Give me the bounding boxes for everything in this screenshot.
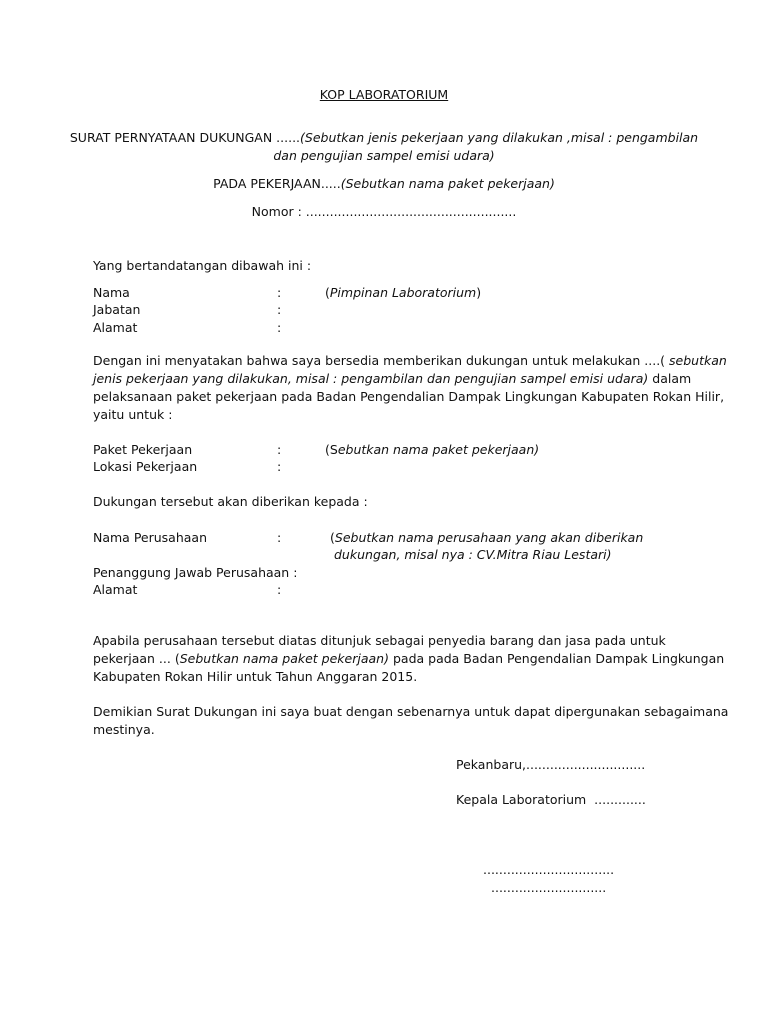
statement-line-4: yaitu untuk : [93, 407, 173, 422]
project-heading [0, 175, 768, 193]
support-intro: Dukungan tersebut akan diberikan kepada : [93, 494, 368, 509]
letterhead: KOP LABORATORIUM [319, 87, 449, 102]
field-label-jabatan: Jabatan [93, 302, 141, 317]
title-hint: (Sebutkan jenis pekerjaan yang dilakukan ,misal : pengambilan [300, 130, 699, 145]
field-label-nama-perusahaan: Nama Perusahaan [93, 530, 208, 545]
letter-title [60, 129, 708, 147]
field-label-nama: Nama [93, 285, 130, 300]
statement-line-1: Dengan ini menyatakan bahwa saya bersedia memberikan dukungan untuk melakukan ....( sebutkan [93, 353, 727, 368]
project-prefix: PADA PEKERJAAN..... [213, 176, 341, 191]
field-label-lokasi: Lokasi Pekerjaan [93, 459, 198, 474]
closing-line-3: Kabupaten Rokan Hilir untuk Tahun Anggaran 2015. [93, 669, 418, 684]
field-value-nama: (Pimpinan Laboratorium) [325, 285, 482, 300]
statement-line-2: jenis pekerjaan yang dilakukan, misal : pengambilan dan pengujian sampel emisi udara) dalam [93, 371, 692, 386]
field-label-penanggung-jawab: Penanggung Jawab Perusahaan : [93, 565, 298, 580]
field-value-nama-perusahaan-cont: dukungan, misal nya : CV.Mitra Riau Lestari) [334, 547, 612, 562]
field-colon: : [277, 459, 282, 474]
title-hint-continued: dan pengujian sampel emisi udara) [273, 148, 495, 163]
project-hint: (Sebutkan nama paket pekerjaan) [340, 176, 555, 191]
statement-line-3: pelaksanaan paket pekerjaan pada Badan Pengendalian Dampak Lingkungan Kabupaten Rokan Hilir, [93, 389, 725, 404]
signature-dots: ................................. [483, 862, 615, 877]
field-value-nama-perusahaan: (Sebutkan nama perusahaan yang akan diberikan [330, 530, 644, 545]
intro-text: Yang bertandatangan dibawah ini : [93, 258, 312, 273]
field-colon: : [277, 442, 282, 457]
field-label-alamat: Alamat [93, 320, 138, 335]
final-line-1: Demikian Surat Dukungan ini saya buat dengan sebenarnya untuk dapat dipergunakan sebagaimana [93, 704, 729, 719]
signer-position: Kepala Laboratorium ............. [456, 792, 646, 807]
field-colon: : [277, 302, 282, 317]
closing-line-1: Apabila perusahaan tersebut diatas ditunjuk sebagai penyedia barang dan jasa pada untuk [93, 633, 666, 648]
field-colon: : [277, 320, 282, 335]
signature-name-dots: ............................. [491, 880, 607, 895]
field-label-paket: Paket Pekerjaan [93, 442, 193, 457]
title-prefix: SURAT PERNYATAAN DUKUNGAN ...... [69, 130, 301, 145]
final-line-2: mestinya. [93, 722, 155, 737]
field-colon: : [277, 582, 282, 597]
field-label-alamat-perusahaan: Alamat [93, 582, 138, 597]
field-colon: : [277, 530, 282, 545]
place-date: Pekanbaru,.............................. [456, 757, 646, 772]
field-colon: : [277, 285, 282, 300]
letter-number: Nomor : ..................................................... [251, 204, 517, 219]
closing-line-2: pekerjaan ... (Sebutkan nama paket pekerjaan) pada pada Badan Pengendalian Dampak Lingkungan [93, 651, 725, 666]
field-value-paket: (Sebutkan nama paket pekerjaan) [325, 442, 540, 457]
